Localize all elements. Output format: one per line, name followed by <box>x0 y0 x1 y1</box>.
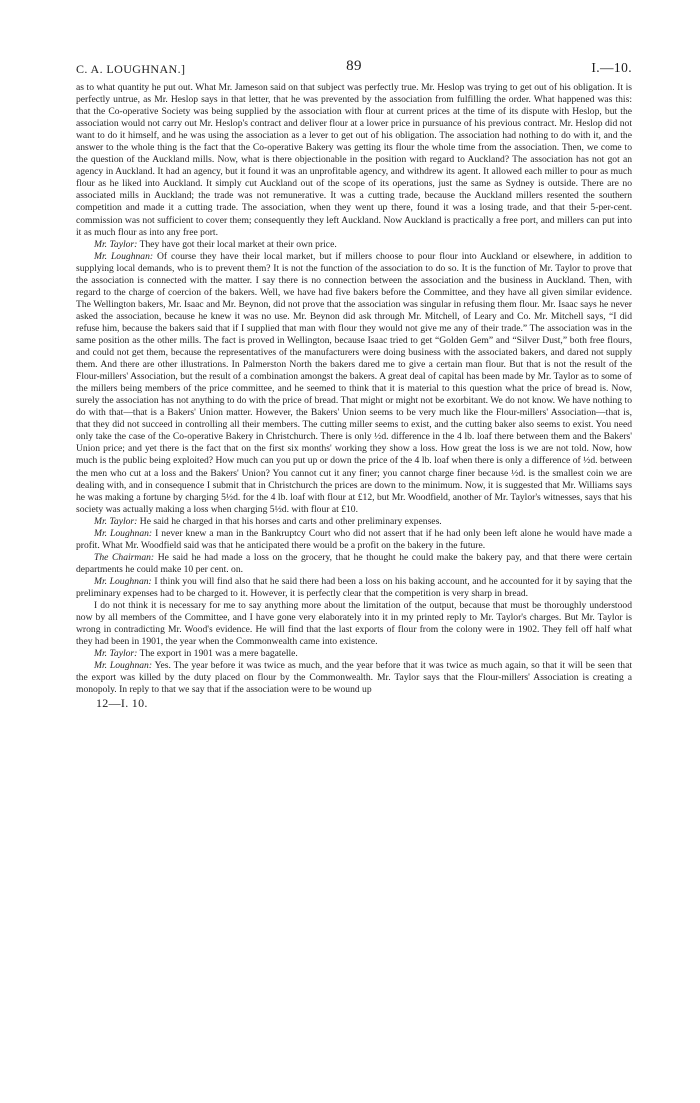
speaker-label: Mr. Loughnan: <box>94 660 153 672</box>
paragraph <box>76 576 632 600</box>
paragraph-text: He said he charged in that his horses and carts and other preliminary expenses. <box>139 515 442 527</box>
paragraph-text: The export in 1901 was a mere bagatelle. <box>139 648 298 660</box>
speaker-label: Mr. Taylor: <box>94 238 138 250</box>
paragraph <box>76 552 632 576</box>
speaker-label: Mr. Taylor: <box>94 515 138 527</box>
paragraph-text: He said he had made a loss on the grocery, that he thought he could make the bakery pay, and that there were certain departments he could make 10 per cent. on. <box>76 551 632 575</box>
paragraph-text: I never knew a man in the Bankruptcy Court who did not assert that if he had only been left alone he would have made a profit. What Mr. Woodfield said was that he anticipated there would be a profit on the bakery in the future. <box>76 527 632 551</box>
paragraph-text: Yes. The year before it was twice as much, and the year before that it was twice as much again, so that it will be seen that the export was killed by the duty placed on flour by the Commonwealth. Mr. Taylor says that the Flour-millers' Association is creating a monopoly. In reply to that we say that if the association were to be wound up <box>76 660 632 696</box>
speaker-label: Mr. Taylor: <box>94 648 138 660</box>
paragraph <box>76 82 632 239</box>
speaker-label: Mr. Loughnan: <box>94 575 152 587</box>
paragraph-text: I think you will find also that he said there had been a loss on his baking account, and he accounted for it by saying that the preliminary expenses had to be charged to it. However, it is perfectly clear that the competition is very sharp in bread. <box>76 575 632 599</box>
footer-signature: 12—I. 10. <box>96 696 148 711</box>
body-text <box>76 82 632 696</box>
paragraph <box>76 251 632 516</box>
paragraph-text: I do not think it is necessary for me to say anything more about the limitation of the output, because that must be thoroughly understood now by all members of the Committee, and I have gone very elaborately into it in my printed reply to Mr. Taylor's charges. But Mr. Taylor is wrong in contradicting Mr. Wood's evidence. He will find that the last exports of flour from the colony were in 1902. They fell off half what they had been in 1901, the year when the Commonwealth came into existence. <box>76 600 632 648</box>
paragraph-text: Of course they have their local market, but if millers choose to pour flour into Auckland or elsewhere, in addition to supplying local demands, who is to prevent them? It is not the function of the association to do so. It is the function of Mr. Taylor to prove that the association is connected with the matter. I say there is no connection between the association and the business in Auckland. Then, with regard to the charge of coercion of the bakers. Well, we have had five bakers before the Committee, and they have all given similar evidence. The Wellington bakers, Mr. Isaac and Mr. Beynon, did not prove that the association was singular in refusing them flour. Mr. Isaac says he never asked the association, because he knew it was no use. Mr. Beynon did ask through Mr. Mitchell, of Leary and Co. Mr. Mitchell says, “I did refuse him, because the bakers said that if I supplied that man with flour they would not give me any of their trade.” The association was in the same position as the other mills. The fact is proved in Wellington, because Isaac tried to get “Golden Gem” and “Silver Dust,” both free flours, and could not get them, because the representatives of the manufacturers were doing business with the associated bakers, and dared not supply them. And there are other illustrations. In Palmerston North the bakers dared me to give a certain man flour. But that is not the result of the Flour-millers' Association, but the result of a combination amongst the bakers. A great deal of capital has been made by Mr. Taylor as to some of the millers being members of the price committee, and he seemed to think that it is material to this question what the price of bread is. Now, surely the association has not anything to do with the price of bread. That might or might not be exorbitant. We do not know. We have nothing to do with that—that is a Bakers' Union matter. However, the Bakers' Union seems to be very much like the Flour-millers' Association—that is, that they did not succeed in controlling all their members. The cutting miller seems to exist, and the cutting baker also seems to exist. You need only take the case of the Co-operative Bakery in Christchurch. There is only ½d. difference in the 4 lb. loaf there between them and the Bakers' Union price; and yet there is the fact that on the first six months' working they show a loss. How great the loss is we are not told. Now, how much is the public being exploited? How much can you put up or down the price of the 4 lb. loaf when there is only a difference of ½d. between the men who cut at a loss and the Bakers' Union? You cannot cut it any finer; you cannot charge finer because ½d. is the smallest coin we are dealing with, and in consequence I submit that in Christchurch the prices are down to the minimum. Now, it is suggested that Mr. Williams says he was making a fortune by charging 5½d. for the 4 lb. loaf with flour at £12, but Mr. Woodfield, another of Mr. Taylor's witnesses, says that his society was actually making a loss when charging 5½d. with flour at £10. <box>76 250 632 515</box>
paragraph <box>76 516 632 528</box>
paragraph <box>76 600 632 648</box>
paragraph <box>76 239 632 251</box>
paragraph <box>76 648 632 660</box>
speaker-label: Mr. Loughnan: <box>94 250 154 262</box>
speaker-label: Mr. Loughnan: <box>94 527 153 539</box>
page-header <box>76 58 632 82</box>
speaker-label: The Chairman: <box>94 551 155 563</box>
paragraph-text: as to what quantity he put out. What Mr. Jameson said on that subject was perfectly true. Mr. Heslop was trying to get out of his obligation. It is perfectly untrue, as Mr. Heslop says in that letter, that he was prevented by the association from fulfilling the order. What happened was this: that the Co-operative Society was being supplied by the association with flour at current prices at the time of its dispute with Heslop, but the association would not carry out Mr. Heslop's contract and deliver flour at a lower price in pursuance of his previous contract. Mr. Heslop did not want to do it himself, and he was using the association as a lever to get out of his obligation. The association had nothing to do with it, and the answer to the whole thing is the fact that the Co-operative Bakery was getting its flour the whole time from the association. Then, we come to the question of the Auckland mills. Now, what is there objectionable in the position with regard to Auckland? The association has not got an agency in Auckland. It had an agency, but it found it was an unprofitable agency, and withdrew its agent. It allowed each miller to pour as much flour as he liked into Auckland. It simply cut Auckland out of the scope of its operations, just the same as Sydney is outside. There are no associated mills in Auckland; the trade was not remunerative. It was a cutting trade, because the Auckland millers resented the southern competition and made it a cutting trade. The association, when they went up there, found it was a losing trade, and that their 5-per-cent. commission was not sufficient to cover them; consequently they left Auckland. Now Auckland is practically a free port, and millers can put into it as much flour as into any free port. <box>76 82 632 238</box>
paragraph <box>76 660 632 696</box>
header-witness-name: C. A. LOUGHNAN.] <box>76 62 186 76</box>
header-page-number: 89 <box>346 58 362 74</box>
document-page <box>76 58 632 711</box>
header-paper-reference: I.—10. <box>591 60 632 75</box>
paragraph <box>76 528 632 552</box>
paragraph-text: They have got their local market at their own price. <box>139 238 337 250</box>
